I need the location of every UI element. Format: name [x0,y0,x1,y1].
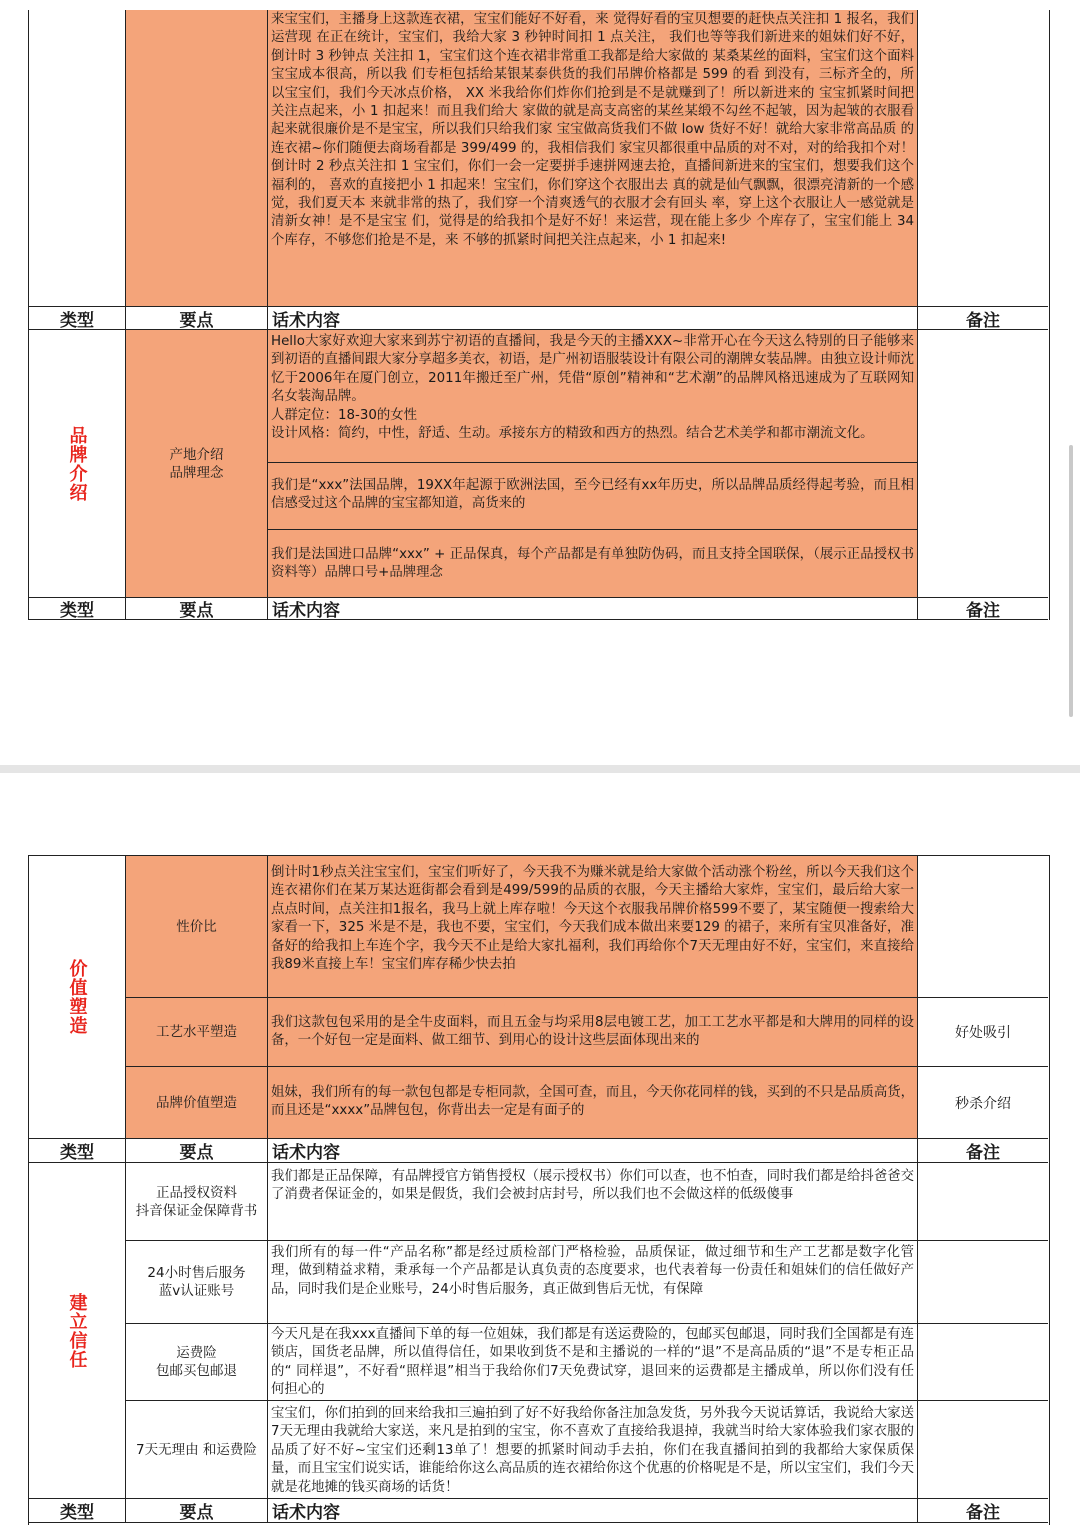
header-key-point: 要点 [126,1139,268,1163]
key-point-cell: 性价比 [126,856,268,998]
script-cell: 今天凡是在我xxx直播间下单的每一位姐妹，我们都是有送运费险的，包邮买包邮退，同时我们全国都是有连锁店，国货老品牌，所以值得信任，如果收到货不是和主播说的一样的“退”不是高品质的“退”不是专柜正品的“ 同样退”，不好看“照样退”相当于我给你们7天免费试穿，退回来的运费都是主播成单，所以你们没有任何担心的 [268,1324,918,1401]
header-script-content: 话术内容 [268,307,918,330]
header-note: 备注 [918,598,1048,620]
script-cell: 我们是“xxx”法国品牌，19XX年起源于欧洲法国，至今已经有xx年历史，所以品牌品质经得起考验，而且相信感受过这个品牌的宝宝都知道，高货来的 [271,478,914,512]
note-cell: 秒杀介绍 [918,1067,1048,1139]
header-type: 类型 [29,598,126,620]
script-cell: 我们是法国进口品牌“xxx” + 正品保真，每个产品都是有单独防伪码，而且支持全国联保，（展示正品授权书资料等）品牌口号+品牌理念 [271,547,914,581]
header-script-content: 话术内容 [268,1139,918,1163]
key-point-cell: 7天无理由 和运费险 [126,1401,268,1499]
header-key-point: 要点 [126,1499,268,1523]
sheet-page-1 [28,10,1050,620]
table-row [29,1324,1048,1401]
header-row [29,598,1048,620]
key-point-cell: 正品授权资料 抖音保证金保障背书 [126,1163,268,1241]
table-row [29,1241,1048,1324]
table-row [29,998,1048,1067]
header-row [29,1139,1048,1163]
script-cell: 我们所有的每一件“产品名称”都是经过质检部门严格检验，品质保证，做过细节和生产工艺都是数字化管理，做到精益求精，秉承每一个产品都是认真负责的态度要求，也代表着每一份责任和姐妹们的信任做好产品，同时我们是企业账号，24小时售后服务，真正做到售后无忧，有保障 [268,1241,918,1324]
key-point-cell: 运费险 包邮买包邮退 [126,1324,268,1401]
table-row [29,856,1048,998]
header-note: 备注 [918,307,1048,330]
sheet-page-2 [28,855,1050,1525]
type-label: 建立信任 [29,1163,126,1499]
script-cell: 来宝宝们，主播身上这款连衣裙，宝宝们能好不好看，来 觉得好看的宝贝想要的赶快点关注扣 1 报名，我们运营现 在正在统计，宝宝们，我给大家 3 秒钟时间扣 1 点关注， 我们也等等我们新进来的姐妹们好不好，倒计时 3 秒钟点 关注扣 1，宝宝们这个连衣裙非常重工我都是给大家做的 某桑某丝的面料，宝宝们这个面料宝宝成本很高，所以我 们专柜包括给某银某泰供货的我们吊牌价格都是 599 的看 到没有，三标齐全的，所以宝宝们，我们今天冰点价格， XX 米我给你们炸你们抢到是不是就赚到了！所以新进来的 宝宝抓紧时间把关注点起来，小 1 扣起来！而且我们给大 家做的就是高支高密的某丝某缎不勾丝不起皱，因为起皱的衣服看起来就很廉价是不是宝宝，所以我们只给我们家 宝宝做高货我们不做 low 货好不好！就给大家非常高品质 的连衣裙~你们随便去商场看都是 399/499 的，我相信我们 家宝贝都很重中品质的对不对，对的给我扣个对！ 倒计时 2 秒点关注扣 1 宝宝们，你们一会一定要拼手速拼网速去抢，直播间新进来的宝宝们，想要我们这个福利的， 喜欢的直接把小 1 扣起来！宝宝们，你们穿这个衣服出去 真的就是仙气飘飘，很漂亮清新的一个感觉，我们夏天本 来就非常的热了，我们穿一个清爽透气的衣服才会有回头 率，穿上这个衣服让人一感觉就是清新女神！是不是宝宝 们，觉得是的给我扣个是好不好！来运营，现在能上多少 个库存了，宝宝们能上 34 个库存，不够您们抢是不是，来 不够的抓紧时间把关注点起来，小 1 扣起来! [268,10,918,307]
type-label: 品牌介绍 [29,330,126,598]
table-row [29,1401,1048,1499]
header-type: 类型 [29,1139,126,1163]
header-type: 类型 [29,307,126,330]
header-note: 备注 [918,1139,1048,1163]
note-cell [918,856,1048,998]
table-row [29,10,1048,307]
header-row [29,1499,1048,1523]
script-cell: Hello大家好欢迎大家来到苏宁初语的直播间，我是今天的主播XXX~非常开心在今天这么特别的日子能够来到初语的直播间跟大家分享超多美衣，初语，是广州初语服装设计有限公司的潮牌女装品牌。由独立设计师沈忆于2006年在厦门创立，2011年搬迁至广州，凭借“原创”精神和“艺术潮”的品牌风格迅速成为了互联网知名女装淘品牌。 人群定位：18-30的女性 设计风格：简约，中性，舒适、生动。承接东方的精致和西方的热烈。结合艺术美学和都市潮流文化。 [271,334,914,442]
script-cell: 我们都是正品保障，有品牌授官方销售授权（展示授权书）你们可以查，也不怕查，同时我们都是给抖爸爸交了消费者保证金的，如果是假货，我们会被封店封号，所以我们也不会做这样的低级傻事 [268,1163,918,1241]
header-key-point: 要点 [126,307,268,330]
script-cell: 宝宝们，你们拍到的回来给我扣三遍拍到了好不好我给你备注加急发货，另外我今天说话算话，我说给大家送7天无理由我就给大家送，来凡是拍到的宝宝，你不喜欢了直接给我退掉，我就当时给大家体验我们家衣服的品质了好不好~宝宝们还剩13单了！想要的抓紧时间动手去拍，你们在我直播间拍到的我都给大家保质保量，而且宝宝们说实话，谁能给你这么高品质的连衣裙给你这个优惠的价格呢是不是，所以宝宝们，我们今天就是花地摊的钱买商场的话货！ [268,1401,918,1499]
header-script-content: 话术内容 [268,598,918,620]
key-point-cell: 产地介绍 品牌理念 [126,330,268,598]
key-point-cell: 24小时售后服务 蓝v认证账号 [126,1241,268,1324]
header-key-point: 要点 [126,598,268,620]
script-cell: 我们这款包包采用的是全牛皮面料，而且五金与均采用8层电镀工艺，加工工艺水平都是和大牌用的同样的设备，一个好包一定是面料、做工细节、到用心的设计这些层面体现出来的 [268,998,918,1067]
header-row [29,307,1048,330]
page-divider [0,765,1080,773]
key-point-cell: 工艺水平塑造 [126,998,268,1067]
header-note: 备注 [918,1499,1048,1523]
type-label: 价值塑造 [29,856,126,1139]
header-script-content: 话术内容 [268,1499,918,1523]
script-cell: 倒计时1秒点关注宝宝们，宝宝们听好了，今天我不为赚米就是给大家做个活动涨个粉丝，所以今天我们这个连衣裙你们在某万某达逛街都会看到是499/599的品质的衣服，今天主播给大家炸，宝宝们，最后给大家一点点时间，点关注扣1报名，我马上就上库存啦！今天这个衣服我吊牌价格599不要了，某宝随便一搜索给大家看一下，325 米是不是，我也不要，宝宝们，今天我们成本做出来要129 的裙子，来所有宝贝准备好，准备好的给我扣上车连个字，我今天不止是给大家扎福利，我们再给你个7天无理由好不好，宝宝们，来直接给我89米直接上车！宝宝们库存稀少快去拍 [268,856,918,998]
script-cell: 姐妹，我们所有的每一款包包都是专柜同款，全国可查，而且，今天你花同样的钱，买到的不只是品质高货，而且还是“xxxx”品牌包包，你背出去一定是有面子的 [268,1067,918,1139]
table-row [29,1163,1048,1241]
scrollbar[interactable] [1069,445,1073,717]
header-type: 类型 [29,1499,126,1523]
key-point-cell: 品牌价值塑造 [126,1067,268,1139]
table-row [29,1067,1048,1139]
note-cell: 好处吸引 [918,998,1048,1067]
brand-section [29,330,1048,598]
